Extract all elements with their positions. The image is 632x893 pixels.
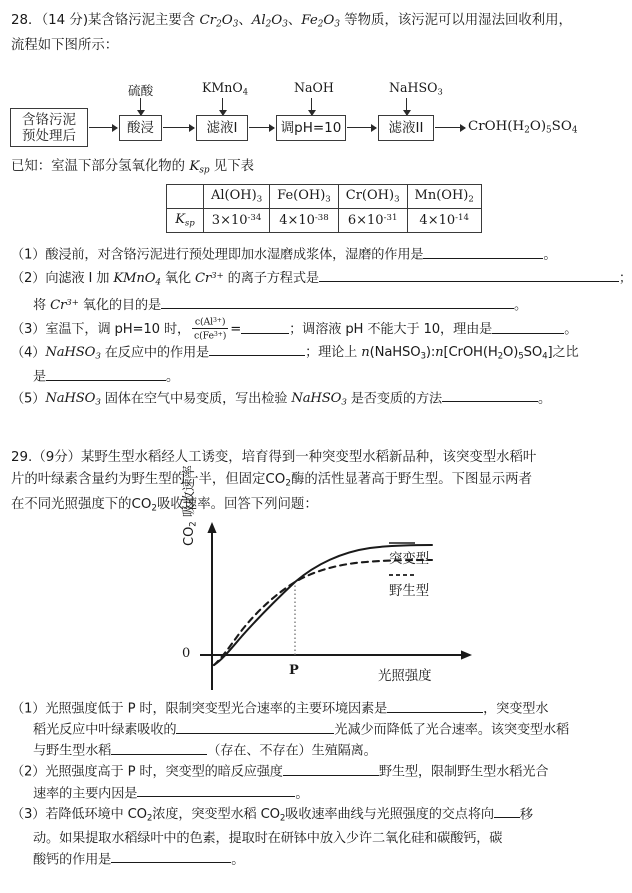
q29-item-3c bbox=[11, 850, 596, 871]
node-feed bbox=[10, 108, 88, 147]
table-header-cr: $Cr(OH)_3$ bbox=[338, 185, 407, 209]
arrow-feed-to-acid-leach bbox=[89, 127, 117, 128]
question-28-score: （14 分) bbox=[41, 13, 89, 28]
question-29-stem-line1: 29.（9分）某野生型水稻经人工诱变，培育得到一种突变型水稻新品种，该突变型水稻叶 bbox=[11, 450, 537, 465]
q29-item-3b bbox=[11, 829, 596, 850]
question-28-number-dot: ． bbox=[28, 13, 42, 28]
q28-fraction-denominator: $c(Fe^{3+})$ bbox=[194, 330, 227, 342]
chart-y-axis-arrowhead bbox=[207, 522, 216, 533]
chart-plot-area bbox=[170, 520, 500, 692]
q29-item-2a bbox=[11, 762, 596, 783]
chart-legend-wild bbox=[389, 570, 429, 599]
chart-x-axis-label: 光照强度 bbox=[378, 669, 432, 684]
chart-x-axis-arrowhead bbox=[461, 650, 472, 659]
arrow-naoh-in bbox=[311, 98, 312, 115]
q29-item-3c-answer-blank[interactable] bbox=[111, 850, 231, 864]
q28-item-3-answer-blank-2[interactable] bbox=[492, 320, 564, 334]
table-cell-fe-ksp: $4\times 10^{-38}$ bbox=[270, 209, 339, 233]
process-flow-diagram bbox=[6, 80, 596, 148]
chart-legend-mutant bbox=[389, 538, 429, 567]
q29-item-1a-text: （1）光照强度低于 P 时，限制突变型光合速率的主要环境因素是 bbox=[11, 701, 388, 717]
legend-line-solid-icon bbox=[389, 538, 415, 548]
q29-item-1b-text: 稻光反应中叶绿素吸收的 bbox=[33, 722, 177, 738]
question-28-stem-line2: 流程如下图所示： bbox=[11, 38, 119, 54]
node-acid-leach: 酸浸 bbox=[119, 115, 162, 141]
q28-item-4b-period: 。 bbox=[166, 369, 180, 385]
reagent-kmno4-label: KMnO$_4$ bbox=[202, 80, 249, 97]
table-row-label-ksp: $K_{sp}$ bbox=[167, 209, 204, 233]
question-29-stem-line3: 在不同光照强度下的$CO_2$吸收速率。回答下列问题： bbox=[11, 497, 318, 514]
q28-item-3-answer-blank-1[interactable] bbox=[241, 320, 289, 334]
q28-item-5-period: 。 bbox=[538, 391, 552, 407]
table-header-fe: $Fe(OH)_3$ bbox=[270, 185, 339, 209]
table-header-mn: $Mn(OH)_2$ bbox=[407, 185, 481, 209]
q28-item-4a bbox=[11, 343, 596, 368]
node-filtrate-2: 滤液II bbox=[378, 115, 434, 141]
table-row-values bbox=[167, 209, 482, 233]
question-28-stem-line1 bbox=[11, 10, 596, 35]
question-28-number: 28 bbox=[11, 13, 29, 28]
chart-y-axis-label-wrapper bbox=[182, 465, 200, 648]
q29-item-3a-answer-blank[interactable] bbox=[494, 805, 520, 819]
q28-item-1-text: （1）酸浸前，对含铬污泥进行预处理即加水湿磨成浆体，湿磨的作用是 bbox=[11, 247, 424, 263]
node-feed-line1: 含铬污泥 bbox=[22, 111, 76, 128]
q28-item-5 bbox=[11, 389, 596, 414]
arrow-nahso3-in bbox=[406, 98, 407, 115]
q29-item-2a-text-b: 野生型，限制野生型水稻光合 bbox=[378, 764, 549, 780]
question-28-stem-text: 某含铬污泥主要含 $Cr_2O_3$、$Al_2O_3$、$Fe_2O_3$ 等物质，该污泥可以用湿法回收利用， bbox=[88, 13, 572, 30]
reagent-sulfuric-acid-label: 硫酸 bbox=[128, 83, 154, 98]
q29-item-2b-text: 速率的主要内因是 bbox=[33, 786, 138, 802]
question-29-items bbox=[11, 699, 596, 871]
q28-item-4b-text: 是 bbox=[33, 369, 47, 385]
q28-item-1-period: 。 bbox=[543, 247, 557, 263]
q29-item-1c-answer-blank[interactable] bbox=[111, 741, 207, 755]
q28-item-3-fraction bbox=[192, 315, 228, 341]
q29-item-2a-text: （2）光照强度高于 P 时，突变型的暗反应强度 bbox=[11, 764, 283, 780]
q29-item-1b-text-b: 光减少而降低了光合速率。该突变型水稻 bbox=[334, 722, 570, 738]
question-29-header bbox=[11, 447, 591, 520]
q28-item-4a-text-b: ；理论上 $n(NaHSO_3):n[CrOH(H_2O)_5SO_4]$之比 bbox=[305, 345, 579, 362]
q29-item-2b-period: 。 bbox=[295, 786, 309, 802]
q28-item-2a bbox=[11, 266, 632, 293]
q28-item-2b bbox=[11, 293, 596, 316]
node-feed-line2: 预处理后 bbox=[22, 127, 76, 144]
node-filtrate-1: 滤液I bbox=[196, 115, 248, 141]
q28-item-4b bbox=[11, 367, 596, 388]
q28-item-2a-answer-blank[interactable] bbox=[319, 268, 619, 282]
chart-origin-label: 0 bbox=[182, 646, 191, 661]
q28-item-5-text: （5）NaHSO$_3$ 固体在空气中易变质，写出检验 NaHSO$_3$ 是否变质的方法 bbox=[11, 391, 443, 408]
table-cell-al-ksp: $3\times 10^{-34}$ bbox=[204, 209, 270, 233]
flow-product-label: $CrOH(H_2O)_5SO_4$ bbox=[468, 119, 578, 136]
arrow-sulfuric-acid-in bbox=[140, 98, 141, 115]
chart-legend-wild-label: 野生型 bbox=[389, 584, 430, 599]
question-28-header bbox=[11, 10, 596, 57]
chart-y-axis-label: $CO_2$ 吸收速率 bbox=[182, 465, 199, 546]
q28-fraction-numerator: $c(Al^{3+})$ bbox=[192, 315, 228, 329]
q29-item-2a-answer-blank[interactable] bbox=[283, 762, 379, 776]
arrow-filtrate-1-to-adjust-ph bbox=[249, 127, 274, 128]
q28-item-4b-answer-blank[interactable] bbox=[46, 367, 166, 381]
reagent-naoh-label: NaOH bbox=[294, 80, 334, 95]
q28-item-4a-answer-blank[interactable] bbox=[209, 343, 305, 357]
table-cell-cr-ksp: $6\times 10^{-31}$ bbox=[338, 209, 407, 233]
q29-item-2b-answer-blank[interactable] bbox=[137, 784, 295, 798]
q28-item-4a-text: （4）NaHSO$_3$ 在反应中的作用是 bbox=[11, 345, 210, 362]
chart-x-tick-p: P bbox=[289, 663, 299, 678]
q29-item-1c-text: 与野生型水稻 bbox=[33, 743, 112, 759]
question-28-items bbox=[11, 245, 632, 413]
question-29-stem-line2: 片的叶绿素含量约为野生型的一半，但固定$CO_2$酶的活性显著高于野生型。下图显示两者 bbox=[11, 471, 532, 488]
ksp-table bbox=[166, 184, 482, 233]
question-29-score: （9分） bbox=[32, 450, 82, 465]
q29-item-1b-answer-blank[interactable] bbox=[176, 720, 334, 734]
ksp-table-intro: 已知：室温下部分氢氧化物的 $K_{sp}$ 见下表 bbox=[11, 159, 254, 176]
q29-item-3c-text: 酸钙的作用是 bbox=[33, 852, 112, 868]
node-adjust-ph: 调pH=10 bbox=[276, 115, 346, 141]
chart-legend-mutant-label: 突变型 bbox=[389, 552, 430, 567]
q28-item-3-text-a: （3）室温下，调 pH=10 时， bbox=[11, 322, 191, 338]
q29-item-1b bbox=[11, 720, 596, 741]
q28-item-2b-answer-blank[interactable] bbox=[161, 295, 514, 309]
table-corner-cell bbox=[167, 185, 204, 209]
q28-item-5-answer-blank[interactable] bbox=[442, 389, 538, 403]
q28-item-2a-text: （2）向滤液 I 加 KMnO$_4$ 氧化 $Cr^{3+}$ 的离子方程式是 bbox=[11, 270, 319, 288]
question-29-number: 29 bbox=[11, 450, 29, 465]
reagent-nahso3-label: NaHSO$_3$ bbox=[389, 80, 443, 97]
table-row-header bbox=[167, 185, 482, 209]
q28-item-3-equals: = bbox=[230, 322, 242, 338]
arrow-kmno4-in bbox=[222, 98, 223, 115]
q28-item-1 bbox=[11, 245, 596, 266]
q29-item-1a bbox=[11, 699, 596, 720]
table-cell-mn-ksp: $4\times 10^{-14}$ bbox=[407, 209, 481, 233]
q28-item-2a-semicolon: ； bbox=[618, 270, 632, 286]
q29-item-3b-text: 动。如果提取水稻绿叶中的色素，提取时在研钵中放入少许二氧化硅和碳酸钙，碳 bbox=[33, 831, 503, 847]
q29-item-1c-text-b: （存在、不存在）生殖隔离。 bbox=[207, 743, 377, 759]
q29-item-1a-answer-blank[interactable] bbox=[387, 699, 483, 713]
legend-line-dashed-icon bbox=[389, 570, 415, 580]
q28-item-2b-period: 。 bbox=[514, 297, 528, 313]
q28-item-3 bbox=[11, 316, 596, 342]
q29-item-1a-text-b: ，突变型水 bbox=[483, 701, 549, 717]
ksp-symbol: $K_{sp}$ bbox=[189, 159, 210, 176]
arrow-filtrate-2-to-product bbox=[435, 127, 465, 128]
q29-item-1c bbox=[11, 741, 596, 762]
q29-item-3c-period: 。 bbox=[231, 852, 245, 868]
table-header-al: $Al(OH)_3$ bbox=[204, 185, 270, 209]
q28-item-3-text-c: ；调溶液 pH 不能大于 10，理由是 bbox=[289, 322, 493, 338]
q28-item-3-period: 。 bbox=[564, 322, 578, 338]
arrow-acid-leach-to-filtrate-1 bbox=[163, 127, 194, 128]
arrow-adjust-ph-to-filtrate-2 bbox=[347, 127, 376, 128]
q29-item-2b bbox=[11, 784, 596, 805]
q29-item-3a-text-b: 移 bbox=[519, 807, 533, 823]
q28-item-1-answer-blank[interactable] bbox=[423, 245, 543, 259]
q28-item-2b-text: 将 $Cr^{3+}$ 氧化的目的是 bbox=[33, 297, 162, 313]
q29-item-3a bbox=[11, 805, 596, 830]
question-29-stem-text1: 某野生型水稻经人工诱变，培育得到一种突变型水稻新品种，该突变型水稻叶 bbox=[81, 450, 537, 465]
q29-item-3a-text: （3）若降低环境中 $CO_2$浓度，突变型水稻 $CO_2$吸收速率曲线与光照强度的交点将向 bbox=[11, 807, 494, 824]
